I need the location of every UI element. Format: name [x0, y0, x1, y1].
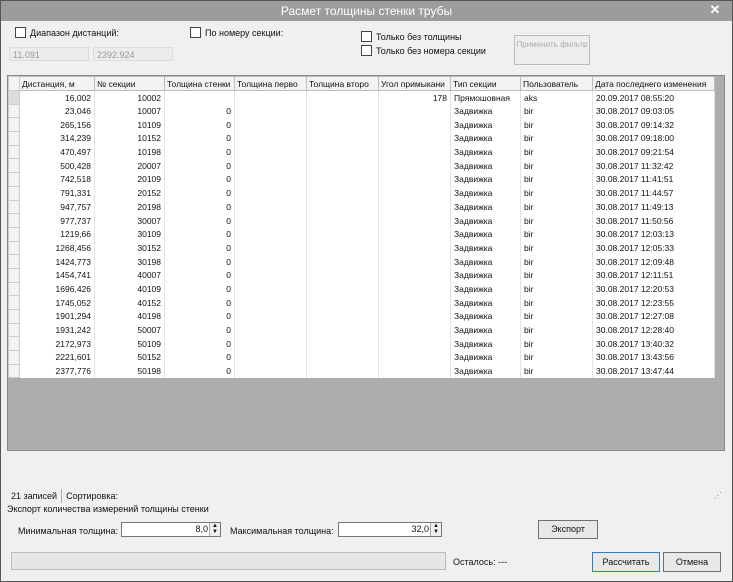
table-cell[interactable]: bir: [521, 145, 593, 159]
table-cell[interactable]: bir: [521, 186, 593, 200]
table-row[interactable]: [9, 310, 715, 324]
table-row[interactable]: [9, 173, 715, 187]
table-cell[interactable]: [235, 323, 307, 337]
table-cell[interactable]: 1931,242: [20, 323, 95, 337]
table-cell[interactable]: 30.08.2017 12:09:48: [593, 255, 715, 269]
close-icon[interactable]: ✕: [709, 2, 721, 17]
table-row[interactable]: [9, 227, 715, 241]
max-thickness-stepper[interactable]: [338, 522, 442, 537]
export-section-title: Экспорт количества измерений толщины стенки: [7, 504, 209, 514]
table-cell[interactable]: 0: [165, 310, 235, 324]
row-header[interactable]: [9, 145, 20, 159]
column-header[interactable]: Дистанция, м: [20, 77, 95, 91]
row-header[interactable]: [9, 118, 20, 132]
table-cell[interactable]: Задвижка: [451, 200, 521, 214]
table-cell[interactable]: 50152: [95, 351, 165, 365]
table-cell[interactable]: [235, 351, 307, 365]
table-row[interactable]: [9, 337, 715, 351]
table-cell[interactable]: bir: [521, 214, 593, 228]
table-cell[interactable]: [379, 268, 451, 282]
export-button[interactable]: Экспорт: [538, 520, 598, 539]
calculate-button[interactable]: Рассчитать: [592, 552, 660, 572]
table-cell[interactable]: 20.09.2017 08:55:20: [593, 91, 715, 105]
min-thickness-stepper[interactable]: [121, 522, 221, 537]
table-cell[interactable]: [235, 241, 307, 255]
table-cell[interactable]: 30.08.2017 12:05:33: [593, 241, 715, 255]
table-cell[interactable]: 30.08.2017 11:41:51: [593, 173, 715, 187]
table-cell[interactable]: 0: [165, 104, 235, 118]
table-cell[interactable]: 30.08.2017 09:21:54: [593, 145, 715, 159]
table-cell[interactable]: [235, 296, 307, 310]
table-row[interactable]: [9, 323, 715, 337]
table-cell[interactable]: 1424,773: [20, 255, 95, 269]
apply-filter-button[interactable]: Применить фильтр: [514, 35, 590, 65]
no-section-label: Только без номера секции: [376, 45, 486, 56]
table-cell[interactable]: Задвижка: [451, 255, 521, 269]
table-cell[interactable]: 470,497: [20, 145, 95, 159]
table-cell[interactable]: [307, 241, 379, 255]
table-row[interactable]: [9, 296, 715, 310]
table-cell[interactable]: [307, 132, 379, 146]
table-cell[interactable]: [307, 159, 379, 173]
table-cell[interactable]: bir: [521, 200, 593, 214]
table-cell[interactable]: Задвижка: [451, 132, 521, 146]
table-cell[interactable]: bir: [521, 337, 593, 351]
table-cell[interactable]: 30109: [95, 227, 165, 241]
table-cell[interactable]: Задвижка: [451, 282, 521, 296]
table-cell[interactable]: [307, 145, 379, 159]
table-cell[interactable]: [235, 186, 307, 200]
table-cell[interactable]: [235, 268, 307, 282]
table-row[interactable]: [9, 91, 715, 105]
table-cell[interactable]: 30.08.2017 09:03:05: [593, 104, 715, 118]
table-cell[interactable]: [379, 255, 451, 269]
table-cell[interactable]: bir: [521, 118, 593, 132]
table-cell[interactable]: 30.08.2017 11:44:57: [593, 186, 715, 200]
table-cell[interactable]: [379, 227, 451, 241]
table-cell[interactable]: Прямошовная: [451, 91, 521, 105]
table-cell[interactable]: bir: [521, 310, 593, 324]
table-cell[interactable]: [379, 173, 451, 187]
table-cell[interactable]: 500,428: [20, 159, 95, 173]
row-header[interactable]: [9, 255, 20, 269]
table-cell[interactable]: 947,757: [20, 200, 95, 214]
table-cell[interactable]: [379, 200, 451, 214]
min-thickness-label: Минимальная толщина:: [18, 526, 118, 536]
table-cell[interactable]: Задвижка: [451, 364, 521, 378]
table-cell[interactable]: 0: [165, 118, 235, 132]
table-cell[interactable]: bir: [521, 323, 593, 337]
table-cell[interactable]: [165, 91, 235, 105]
table-cell[interactable]: 30007: [95, 214, 165, 228]
table-cell[interactable]: 0: [165, 200, 235, 214]
table-cell[interactable]: [235, 227, 307, 241]
table-row[interactable]: [9, 104, 715, 118]
table-cell[interactable]: [307, 104, 379, 118]
table-cell[interactable]: Задвижка: [451, 296, 521, 310]
row-header[interactable]: [9, 241, 20, 255]
table-cell[interactable]: [379, 214, 451, 228]
filter-panel: [9, 23, 725, 71]
table-cell[interactable]: bir: [521, 132, 593, 146]
column-header[interactable]: № секции: [95, 77, 165, 91]
by-section-checkbox[interactable]: [190, 27, 283, 38]
table-cell[interactable]: [235, 173, 307, 187]
no-thickness-checkbox[interactable]: [361, 31, 462, 42]
table-cell[interactable]: 0: [165, 268, 235, 282]
table-cell[interactable]: 30.08.2017 12:28:40: [593, 323, 715, 337]
table-row[interactable]: [9, 159, 715, 173]
table-cell[interactable]: 20007: [95, 159, 165, 173]
resize-grip-icon[interactable]: ⋰: [714, 491, 722, 500]
table-cell[interactable]: bir: [521, 173, 593, 187]
table-cell[interactable]: 0: [165, 241, 235, 255]
table-cell[interactable]: 742,518: [20, 173, 95, 187]
table-cell[interactable]: 30.08.2017 11:50:56: [593, 214, 715, 228]
table-cell[interactable]: bir: [521, 104, 593, 118]
table-cell[interactable]: 0: [165, 323, 235, 337]
table-cell[interactable]: 0: [165, 364, 235, 378]
table-cell[interactable]: [235, 214, 307, 228]
table-cell[interactable]: 20109: [95, 173, 165, 187]
table-cell[interactable]: [307, 173, 379, 187]
checkbox-icon[interactable]: [361, 31, 372, 42]
sort-label: Сортировка:: [66, 491, 118, 501]
table-cell[interactable]: 0: [165, 186, 235, 200]
row-header[interactable]: [9, 132, 20, 146]
table-cell[interactable]: [307, 282, 379, 296]
table-cell[interactable]: bir: [521, 268, 593, 282]
table-cell[interactable]: Задвижка: [451, 186, 521, 200]
table-cell[interactable]: Задвижка: [451, 214, 521, 228]
table-cell[interactable]: 50109: [95, 337, 165, 351]
table-cell[interactable]: 30152: [95, 241, 165, 255]
table-row[interactable]: [9, 282, 715, 296]
table-cell[interactable]: 0: [165, 337, 235, 351]
row-header[interactable]: [9, 337, 20, 351]
table-cell[interactable]: [379, 364, 451, 378]
table-cell[interactable]: 23,046: [20, 104, 95, 118]
by-section-label: По номеру секции:: [205, 27, 284, 38]
table-cell[interactable]: [379, 310, 451, 324]
table-cell[interactable]: [235, 118, 307, 132]
table-cell[interactable]: [379, 323, 451, 337]
table-cell[interactable]: 30.08.2017 11:32:42: [593, 159, 715, 173]
table-cell[interactable]: [307, 118, 379, 132]
table-row[interactable]: [9, 145, 715, 159]
row-header[interactable]: [9, 214, 20, 228]
table-cell[interactable]: [379, 145, 451, 159]
table-cell[interactable]: 1901,294: [20, 310, 95, 324]
table-cell[interactable]: [307, 351, 379, 365]
title-bar: [1, 1, 732, 21]
column-header[interactable]: Дата последнего изменения: [593, 77, 715, 91]
table-cell[interactable]: [235, 145, 307, 159]
table-cell[interactable]: 30198: [95, 255, 165, 269]
table-cell[interactable]: Задвижка: [451, 118, 521, 132]
table-cell[interactable]: 0: [165, 282, 235, 296]
table-cell[interactable]: [307, 296, 379, 310]
table-cell[interactable]: 40152: [95, 296, 165, 310]
table-cell[interactable]: Задвижка: [451, 351, 521, 365]
row-header[interactable]: [9, 173, 20, 187]
row-header[interactable]: [9, 91, 20, 105]
table-cell[interactable]: [235, 255, 307, 269]
table-cell[interactable]: bir: [521, 282, 593, 296]
row-header[interactable]: [9, 351, 20, 365]
table-row[interactable]: [9, 132, 715, 146]
row-header[interactable]: [9, 104, 20, 118]
table-row[interactable]: [9, 186, 715, 200]
range-from-input[interactable]: 11.091: [9, 47, 89, 61]
column-header[interactable]: Толщина второ: [307, 77, 379, 91]
table-cell[interactable]: [307, 227, 379, 241]
column-header[interactable]: Толщина перво: [235, 77, 307, 91]
min-thickness-value: 8,0: [195, 524, 208, 534]
table-cell[interactable]: 30.08.2017 12:03:13: [593, 227, 715, 241]
table-cell[interactable]: Задвижка: [451, 337, 521, 351]
table-cell[interactable]: 30.08.2017 09:14:32: [593, 118, 715, 132]
table-cell[interactable]: [307, 214, 379, 228]
table-cell[interactable]: [379, 337, 451, 351]
window-title: Расмет толщины стенки трубы: [280, 4, 453, 18]
table-cell[interactable]: 0: [165, 159, 235, 173]
row-header[interactable]: [9, 268, 20, 282]
table-cell[interactable]: [235, 282, 307, 296]
table-cell[interactable]: 265,156: [20, 118, 95, 132]
table-cell[interactable]: 30.08.2017 11:49:13: [593, 200, 715, 214]
row-header[interactable]: [9, 296, 20, 310]
table-cell[interactable]: 0: [165, 227, 235, 241]
table-cell[interactable]: 30.08.2017 12:23:55: [593, 296, 715, 310]
table-cell[interactable]: 178: [379, 91, 451, 105]
spinner-arrows-icon[interactable]: ▲ ▼: [430, 523, 441, 536]
table-cell[interactable]: 30.08.2017 13:43:56: [593, 351, 715, 365]
table-cell[interactable]: 50007: [95, 323, 165, 337]
table-row[interactable]: [9, 200, 715, 214]
table-cell[interactable]: [235, 91, 307, 105]
table-cell[interactable]: bir: [521, 255, 593, 269]
table-row[interactable]: [9, 268, 715, 282]
table-cell[interactable]: 30.08.2017 12:20:53: [593, 282, 715, 296]
table-cell[interactable]: [235, 200, 307, 214]
table-cell[interactable]: 30.08.2017 09:18:00: [593, 132, 715, 146]
table-cell[interactable]: 0: [165, 173, 235, 187]
row-header[interactable]: [9, 200, 20, 214]
table-cell[interactable]: [379, 104, 451, 118]
table-cell[interactable]: 10007: [95, 104, 165, 118]
table-cell[interactable]: bir: [521, 227, 593, 241]
no-section-checkbox[interactable]: [361, 45, 486, 56]
table-cell[interactable]: 0: [165, 351, 235, 365]
remaining-label: Осталось: ---: [453, 557, 508, 567]
table-cell[interactable]: bir: [521, 351, 593, 365]
range-label: Диапазон дистанций:: [30, 27, 119, 38]
table-cell[interactable]: [307, 364, 379, 378]
table-row[interactable]: [9, 241, 715, 255]
no-thickness-label: Только без толщины: [376, 31, 462, 42]
checkbox-icon[interactable]: [361, 45, 372, 56]
table-cell[interactable]: 791,331: [20, 186, 95, 200]
table-cell[interactable]: 10152: [95, 132, 165, 146]
table-cell[interactable]: Задвижка: [451, 145, 521, 159]
cancel-button[interactable]: Отмена: [663, 552, 721, 572]
table-cell[interactable]: [307, 91, 379, 105]
range-to-input[interactable]: 2392.924: [93, 47, 173, 61]
table-cell[interactable]: [235, 132, 307, 146]
table-cell[interactable]: bir: [521, 241, 593, 255]
table-cell[interactable]: 10109: [95, 118, 165, 132]
max-thickness-value: 32,0: [411, 524, 429, 534]
progress-bar: [11, 552, 446, 570]
table-cell[interactable]: [379, 186, 451, 200]
table-cell[interactable]: [307, 310, 379, 324]
table-cell[interactable]: 16,002: [20, 91, 95, 105]
spinner-arrows-icon[interactable]: ▲ ▼: [209, 523, 220, 536]
table-cell[interactable]: 30.08.2017 12:27:08: [593, 310, 715, 324]
table-row[interactable]: [9, 364, 715, 378]
table-row[interactable]: [9, 118, 715, 132]
table-cell[interactable]: 314,239: [20, 132, 95, 146]
table-row[interactable]: [9, 351, 715, 365]
table-cell[interactable]: [307, 186, 379, 200]
table-cell[interactable]: 2221,601: [20, 351, 95, 365]
records-table: [8, 76, 715, 378]
table-cell[interactable]: Задвижка: [451, 227, 521, 241]
table-cell[interactable]: [379, 118, 451, 132]
table-row[interactable]: [9, 214, 715, 228]
table-cell[interactable]: bir: [521, 296, 593, 310]
table-cell[interactable]: 0: [165, 255, 235, 269]
table-cell[interactable]: Задвижка: [451, 323, 521, 337]
table-cell[interactable]: 0: [165, 214, 235, 228]
row-header[interactable]: [9, 159, 20, 173]
table-cell[interactable]: 10002: [95, 91, 165, 105]
row-header[interactable]: [9, 310, 20, 324]
table-cell[interactable]: Задвижка: [451, 173, 521, 187]
table-cell[interactable]: 0: [165, 132, 235, 146]
table-cell[interactable]: 20152: [95, 186, 165, 200]
range-checkbox[interactable]: [15, 27, 119, 38]
table-cell[interactable]: Задвижка: [451, 159, 521, 173]
table-cell[interactable]: 40198: [95, 310, 165, 324]
table-cell[interactable]: 50198: [95, 364, 165, 378]
table-cell[interactable]: 1454,741: [20, 268, 95, 282]
table-cell[interactable]: 0: [165, 296, 235, 310]
table-cell[interactable]: bir: [521, 364, 593, 378]
table-cell[interactable]: 30.08.2017 13:47:44: [593, 364, 715, 378]
table-cell[interactable]: Задвижка: [451, 104, 521, 118]
table-cell[interactable]: 20198: [95, 200, 165, 214]
table-cell[interactable]: [235, 364, 307, 378]
table-cell[interactable]: [235, 104, 307, 118]
table-cell[interactable]: [307, 323, 379, 337]
max-thickness-label: Максимальная толщина:: [230, 526, 334, 536]
table-cell[interactable]: 2377,776: [20, 364, 95, 378]
row-header[interactable]: [9, 186, 20, 200]
checkbox-icon[interactable]: [15, 27, 26, 38]
table-cell[interactable]: [379, 159, 451, 173]
data-grid[interactable]: [7, 75, 725, 451]
table-cell[interactable]: 40109: [95, 282, 165, 296]
table-cell[interactable]: 2172,973: [20, 337, 95, 351]
header-row: [9, 77, 715, 91]
table-cell[interactable]: [379, 241, 451, 255]
table-cell[interactable]: [235, 159, 307, 173]
column-header[interactable]: Толщина стенки: [165, 77, 235, 91]
status-bar: [7, 489, 725, 503]
table-cell[interactable]: Задвижка: [451, 268, 521, 282]
table-row[interactable]: [9, 255, 715, 269]
table-cell[interactable]: Задвижка: [451, 241, 521, 255]
table-cell[interactable]: [307, 200, 379, 214]
table-cell[interactable]: [379, 296, 451, 310]
table-cell[interactable]: [379, 351, 451, 365]
checkbox-icon[interactable]: [190, 27, 201, 38]
table-cell[interactable]: [307, 255, 379, 269]
table-cell[interactable]: 10198: [95, 145, 165, 159]
row-header[interactable]: [9, 227, 20, 241]
table-cell[interactable]: 1268,456: [20, 241, 95, 255]
row-header[interactable]: [9, 323, 20, 337]
table-cell[interactable]: [379, 282, 451, 296]
row-header[interactable]: [9, 282, 20, 296]
table-cell[interactable]: bir: [521, 159, 593, 173]
table-cell[interactable]: 1696,426: [20, 282, 95, 296]
table-cell[interactable]: 30.08.2017 13:40:32: [593, 337, 715, 351]
table-cell[interactable]: [379, 132, 451, 146]
column-header[interactable]: Угол примыкани: [379, 77, 451, 91]
table-cell[interactable]: [235, 310, 307, 324]
table-cell[interactable]: 30.08.2017 12:11:51: [593, 268, 715, 282]
column-header[interactable]: Тип секции: [451, 77, 521, 91]
table-cell[interactable]: [235, 337, 307, 351]
table-cell[interactable]: 1745,052: [20, 296, 95, 310]
table-cell[interactable]: 1219,66: [20, 227, 95, 241]
row-header-corner: [9, 77, 20, 91]
table-cell[interactable]: [307, 337, 379, 351]
table-cell[interactable]: 977,737: [20, 214, 95, 228]
table-cell[interactable]: 0: [165, 145, 235, 159]
row-header[interactable]: [9, 364, 20, 378]
table-cell[interactable]: [307, 268, 379, 282]
record-count: 21 записей: [7, 489, 62, 503]
column-header[interactable]: Пользователь: [521, 77, 593, 91]
table-cell[interactable]: aks: [521, 91, 593, 105]
table-cell[interactable]: Задвижка: [451, 310, 521, 324]
table-cell[interactable]: 40007: [95, 268, 165, 282]
